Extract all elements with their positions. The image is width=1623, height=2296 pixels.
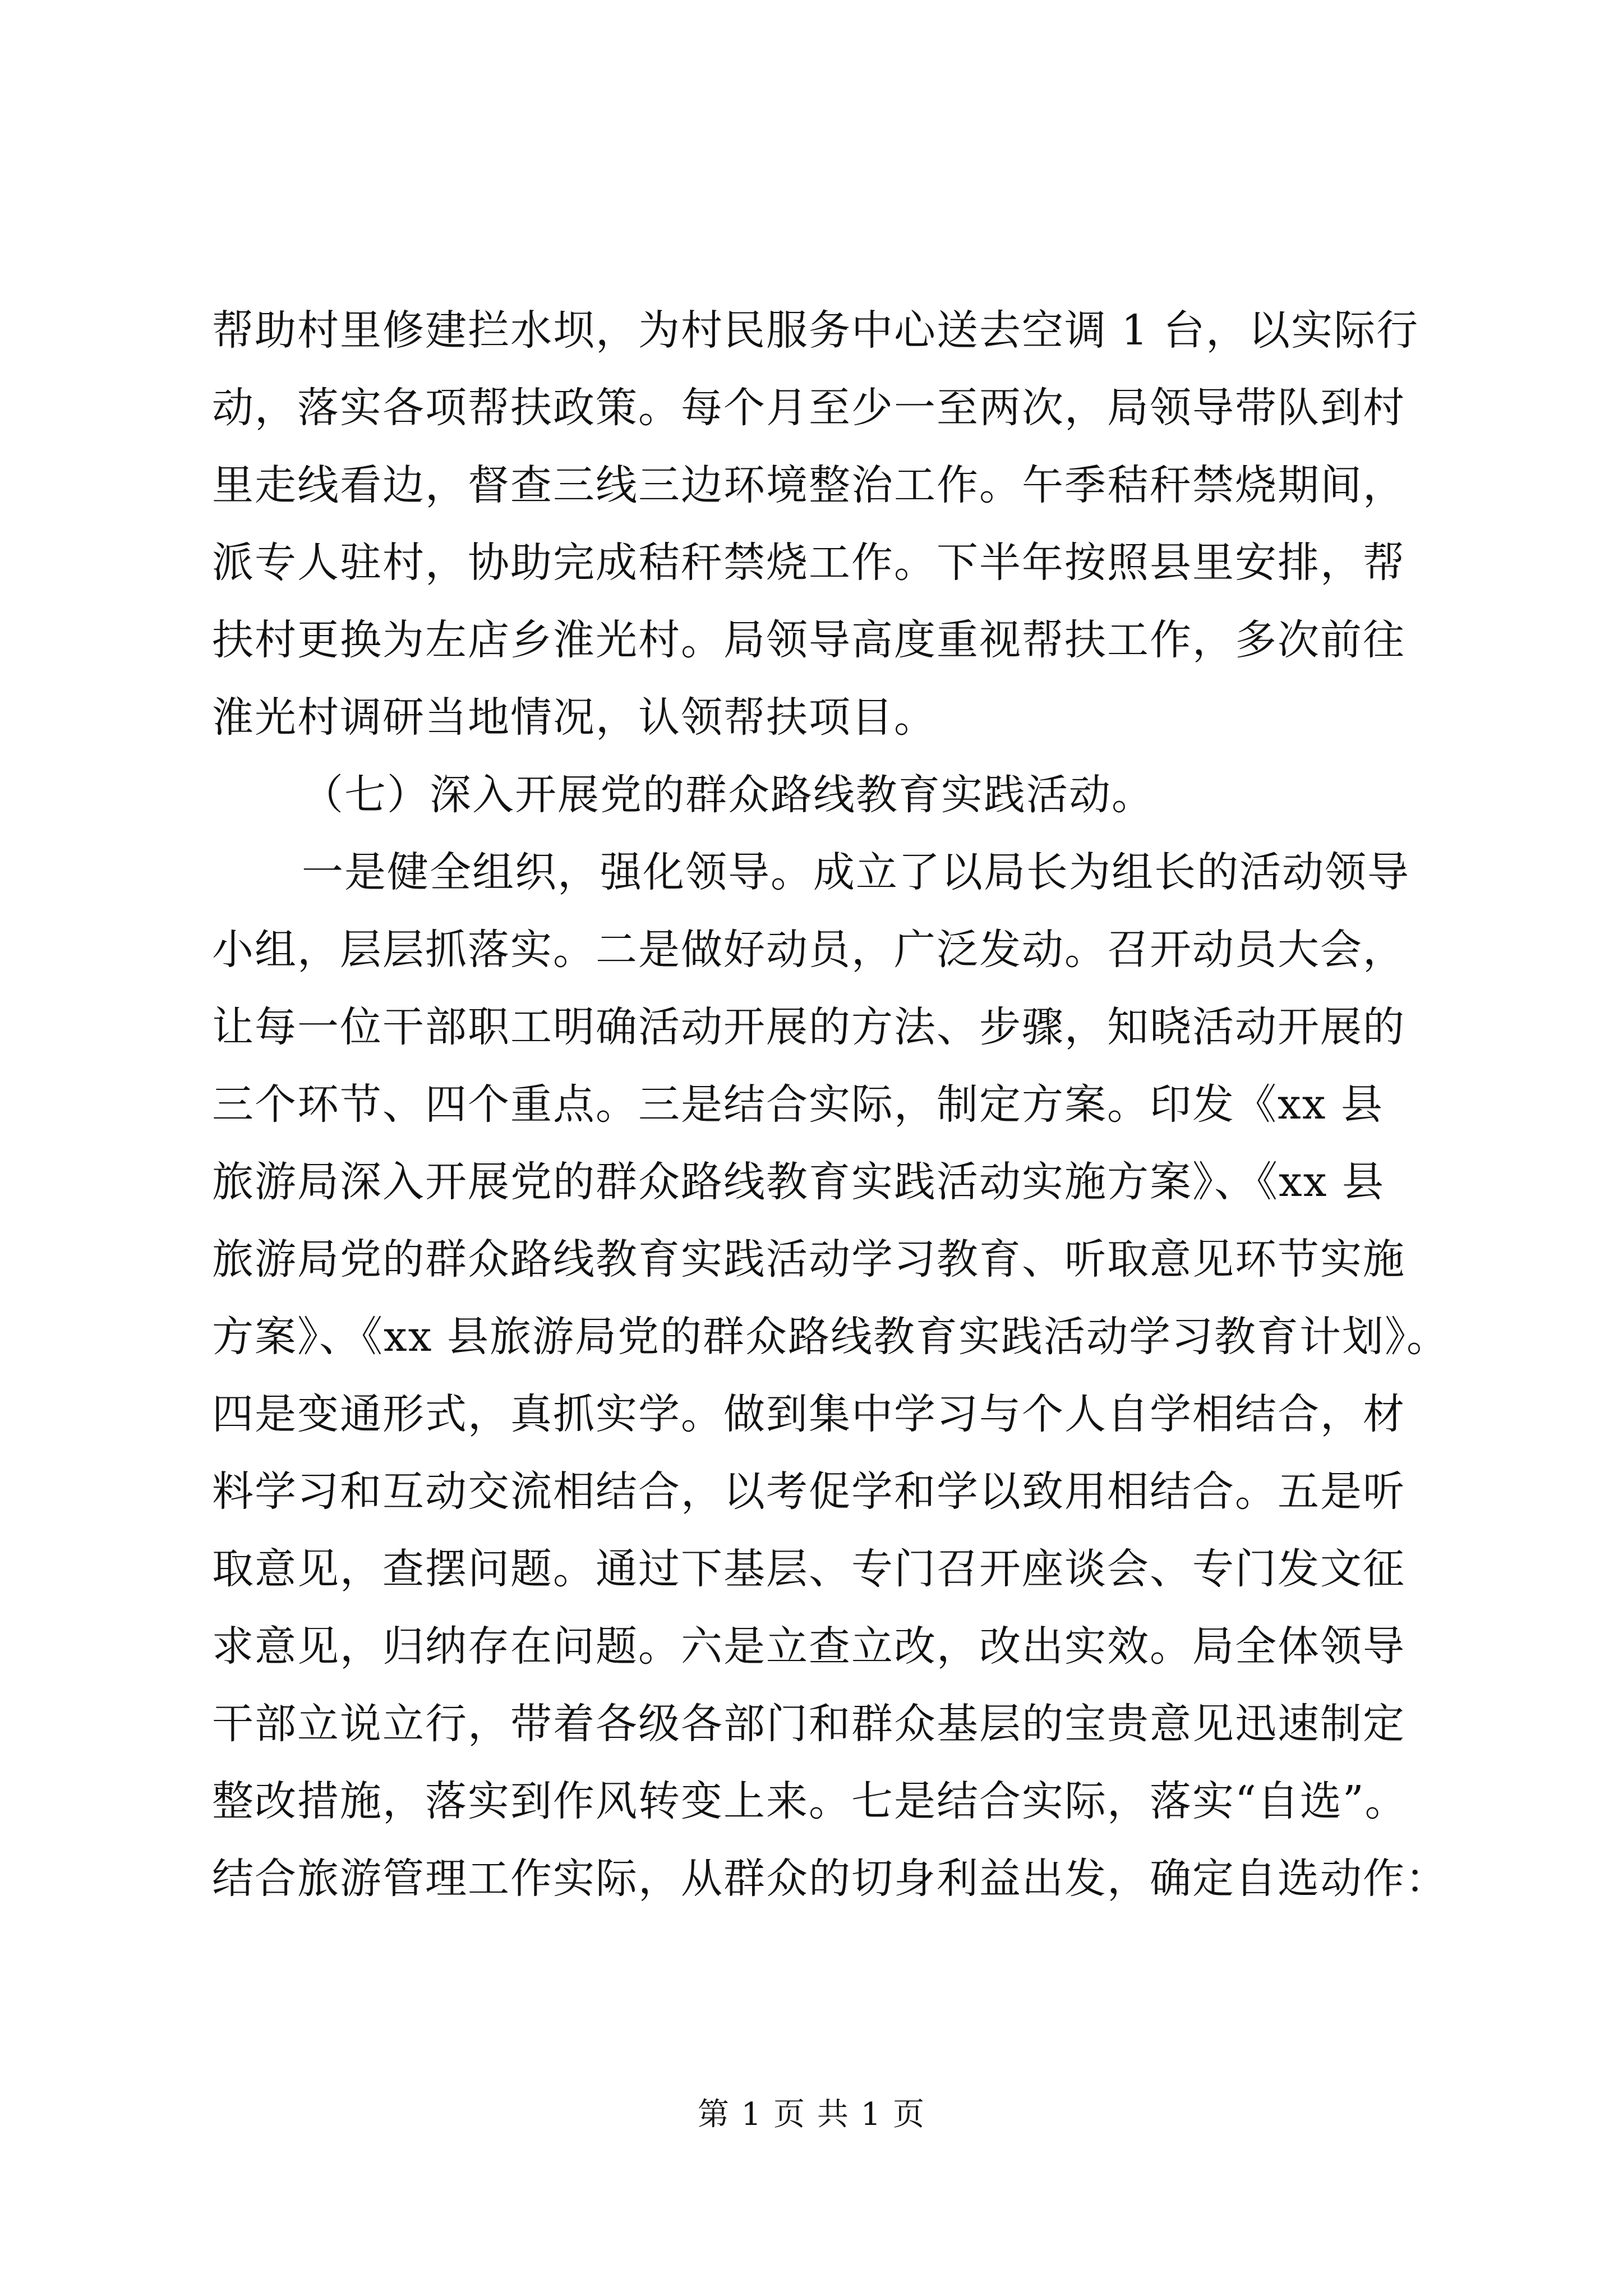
text-line: 小组，层层抓落实。二是做好动员，广泛发动。召开动员大会，	[212, 926, 1405, 974]
text-line: 淮光村调研当地情况，认领帮扶项目。	[212, 693, 937, 742]
text-line: 一是健全组织，强化领导。成立了以局长为组长的活动领导	[302, 848, 1410, 896]
page-footer	[0, 2095, 1623, 2134]
text-line: 四是变通形式，真抓实学。做到集中学习与个人自学相结合，材	[212, 1390, 1405, 1438]
text-line: 方案》、《xx 县旅游局党的群众路线教育实践活动学习教育计划》。	[212, 1313, 1449, 1361]
text-line: 让每一位干部职工明确活动开展的方法、步骤，知晓活动开展的	[212, 1003, 1405, 1051]
text-line: 整改措施，落实到作风转变上来。七是结合实际，落实“自选”。	[212, 1777, 1408, 1825]
text-line: 派专人驻村，协助完成秸秆禁烧工作。下半年按照县里安排，帮	[212, 539, 1405, 587]
text-line: 结合旅游管理工作实际，从群众的切身利益出发，确定自选动作：	[212, 1855, 1448, 1903]
text-line: 旅游局党的群众路线教育实践活动学习教育、听取意见环节实施	[212, 1235, 1405, 1283]
text-line: 求意见，归纳存在问题。六是立查立改，改出实效。局全体领导	[212, 1622, 1405, 1671]
text-line: 干部立说立行，带着各级各部门和群众基层的宝贵意见迅速制定	[212, 1700, 1405, 1748]
text-line: 里走线看边，督查三线三边环境整治工作。午季秸秆禁烧期间，	[212, 461, 1405, 509]
section-heading: （七）深入开展党的群众路线教育实践活动。	[302, 771, 1154, 819]
page-number-label: 第 1 页 共 1 页	[697, 2096, 926, 2133]
text-line: 动，落实各项帮扶政策。每个月至少一至两次，局领导带队到村	[212, 384, 1405, 432]
text-line: 旅游局深入开展党的群众路线教育实践活动实施方案》、《xx 县	[212, 1158, 1385, 1206]
text-line: 帮助村里修建拦水坝，为村民服务中心送去空调 1 台，以实际行	[212, 306, 1419, 355]
text-line: 三个环节、四个重点。三是结合实际，制定方案。印发《xx 县	[212, 1080, 1384, 1129]
text-line: 扶村更换为左店乡淮光村。局领导高度重视帮扶工作，多次前往	[212, 616, 1405, 664]
document-body	[212, 292, 1449, 1917]
text-line: 取意见，查摆问题。通过下基层、专门召开座谈会、专门发文征	[212, 1545, 1405, 1593]
text-line: 料学习和互动交流相结合，以考促学和学以致用相结合。五是听	[212, 1467, 1405, 1516]
